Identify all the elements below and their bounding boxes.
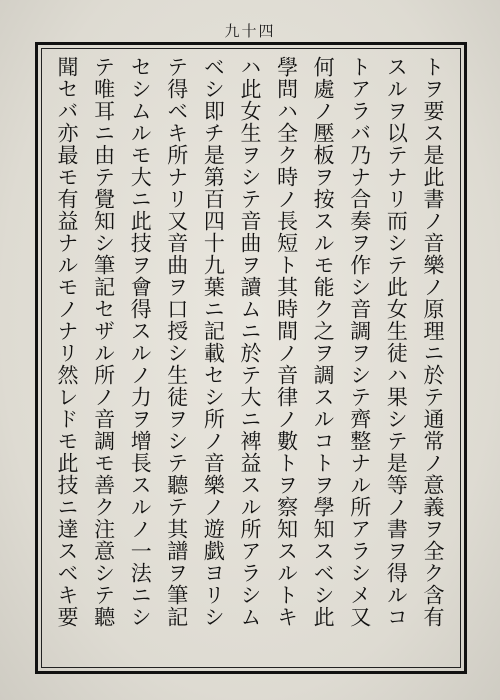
page-number: 九十四 — [224, 22, 276, 40]
text-column: トヲ要ス是此書ノ音樂ノ原理ニ於テ通常ノ意義ヲ全ク含有 — [420, 56, 445, 628]
text-column: 學問ハ全ク時ノ長短ト其時間ノ音律ノ數トヲ察知スルトキ — [274, 56, 299, 628]
text-column: トアラバ乃ナ合奏ヲ作シ音調ヲシテ齊整ナル所アラシメ又 — [347, 56, 372, 628]
text-column: スルヲ以テナリ而シテ此女生徒ハ果シテ是等ノ書ヲ得ルコ — [384, 56, 409, 628]
text-body — [46, 52, 454, 664]
text-column: テ得ベキ所ナリ又音曲ヲ口授シ生徒ヲシテ聽テ其譜ヲ筆記 — [164, 56, 189, 628]
text-column: ハ此女生ヲシテ音曲ヲ讀ムニ於テ大ニ裨益スル所アラシム — [237, 56, 262, 628]
text-column: ベシ即チ是第百四十九葉ニ記載セシ所ノ音樂ノ遊戯ヨリシ — [201, 56, 226, 628]
text-column: 聞セバ亦最モ有益ナルモノナリ然レドモ此技ニ達スベキ要 — [55, 56, 79, 628]
text-column: 何處ノ壓板ヲ按スルモ能ク之ヲ調スルコトヲ學知スベシ此 — [311, 56, 336, 628]
text-column: テ唯耳ニ由テ覺知シ筆記セザル所ノ音調モ善ク注意シテ聽 — [91, 56, 116, 628]
text-column: セシムルモ大ニ此技ヲ會得スルノ力ヲ增長スルノ一法ニシ — [128, 56, 153, 628]
